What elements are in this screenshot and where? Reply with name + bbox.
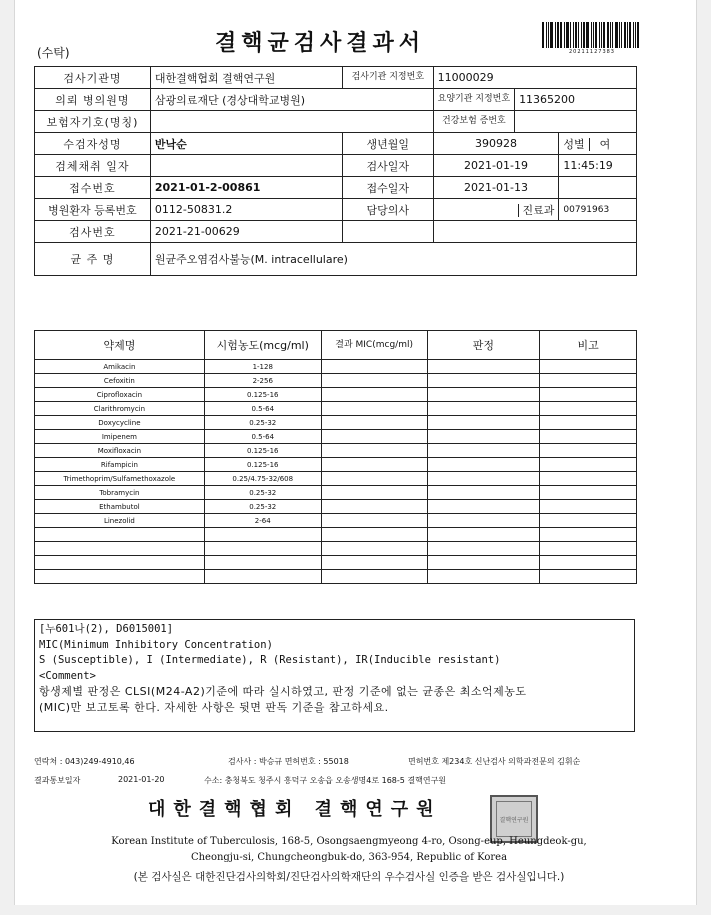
judgment-cell [427,416,540,430]
remark-cell [540,416,637,430]
remark-cell [540,458,637,472]
drug-range: 0.25/4.75-32/608 [204,472,321,486]
table-row-empty [35,570,637,584]
empty-cell [540,542,637,556]
remark-cell [540,444,637,458]
insurance-no [515,111,637,133]
organism-label: 균 주 명 [35,243,151,276]
empty-cell [35,542,205,556]
empty-cell [35,556,205,570]
judgment-cell [427,430,540,444]
drug-range: 0.125-16 [204,458,321,472]
lab-name: 대한결핵협회 결핵연구원 [150,67,342,89]
comment-box [34,619,635,732]
empty-cell [427,556,540,570]
address-english [34,834,664,866]
hospital-code: 11365200 [515,89,637,111]
collect-date [150,155,342,177]
empty-cell [427,542,540,556]
barcode-bar [578,22,579,48]
table-row [35,486,637,500]
remark-col-header: 비고 [540,331,637,360]
notice-date: 2021-01-20 [118,775,165,784]
table-row [35,374,637,388]
table-row-empty [35,556,637,570]
barcode-bar [615,22,618,48]
empty-cell [433,221,636,243]
info-row [35,89,637,111]
comment-code: [누601나(2), D6015001] [39,623,174,635]
table-row [35,388,637,402]
birth: 390928 [433,133,559,155]
report-title: 결핵균검사결과서 [215,30,426,56]
drug-col-header: 약제명 [35,331,205,360]
drug-range: 0.25-32 [204,486,321,500]
info-row [35,111,637,133]
insurance [150,111,433,133]
barcode-bar [566,22,569,48]
collect-date-label: 검체채취 일자 [35,155,151,177]
table-row [35,430,637,444]
drug-table-body [35,360,637,584]
barcode-bar [555,22,556,48]
drug-range: 2-64 [204,514,321,528]
drug-range: 1-128 [204,360,321,374]
birth-label: 생년월일 [342,133,433,155]
test-date-label: 검사일자 [342,155,433,177]
address-english-line-2: Cheongju-si, Chungcheongbuk-do, 363-954, Republic of Korea [190,852,508,863]
mic-cell [321,458,427,472]
remark-cell [540,472,637,486]
empty-cell [204,542,321,556]
barcode-bar [583,22,585,48]
lab-code-label: 검사기관 지정번호 [342,67,433,89]
organism: 원균주오염검사불능(M. intracellulare) [150,243,636,276]
empty-cell [321,542,427,556]
barcode-bar [603,22,605,48]
mic-cell [321,486,427,500]
barcode-bar [629,22,631,48]
remark-cell [540,514,637,528]
received-label: (수탁) [37,46,70,60]
remark-cell [540,402,637,416]
judgment-cell [427,458,540,472]
empty-cell [540,556,637,570]
receipt-date: 2021-01-13 [433,177,559,199]
barcode-bar [560,22,562,48]
info-row [35,67,637,89]
judgment-cell [427,444,540,458]
judgment-cell [427,500,540,514]
drug-range: 0.25-32 [204,500,321,514]
mic-cell [321,402,427,416]
barcode-bar [624,22,626,48]
empty-cell [35,528,205,542]
barcode-bar [621,22,622,48]
judgment-cell [427,388,540,402]
accession-label: 접수번호 [35,177,151,199]
drug-name: Moxifloxacin [35,444,205,458]
table-row-empty [35,528,637,542]
empty-cell [35,570,205,584]
dept: 00791963 [559,199,637,221]
info-row [35,243,637,276]
barcode-bar [593,22,594,48]
barcode-bar [591,22,592,48]
empty-cell [540,528,637,542]
table-row [35,416,637,430]
judgment-col-header: 판정 [427,331,540,360]
table-row [35,472,637,486]
range-col-header: 시험농도(mcg/ml) [204,331,321,360]
remark-cell [540,430,637,444]
drug-range: 0.125-16 [204,444,321,458]
mic-definition: MIC(Minimum Inhibitory Concentration) [39,638,273,651]
barcode-bar [637,22,639,48]
barcode-bar [573,22,574,48]
sex: 여 [599,137,611,151]
info-row [35,199,637,221]
barcode-bar [570,22,571,48]
drug-name: Imipenem [35,430,205,444]
inspector-info: 검사사 : 박승규 면허번호 : 55018 [228,757,349,766]
barcode [542,22,642,56]
barcode-bar [550,22,553,48]
mic-cell [321,430,427,444]
insurance-no-label: 건강보험 증번호 [433,111,514,133]
mic-cell [321,472,427,486]
test-no: 2021-21-00629 [150,221,342,243]
mic-cell [321,374,427,388]
patient-info-table [34,66,637,276]
remark-cell [540,500,637,514]
mic-cell [321,514,427,528]
barcode-bar [619,22,620,48]
sex-label: 성별 [563,138,589,151]
judgment-cell [427,472,540,486]
judgment-cell [427,514,540,528]
empty-cell [321,528,427,542]
drug-name: Ciprofloxacin [35,388,205,402]
drug-name: Ethambutol [35,500,205,514]
drug-range: 0.5-64 [204,402,321,416]
barcode-bar [546,22,547,48]
barcode-bar [581,22,582,48]
lab-code: 11000029 [433,67,636,89]
hospital-label: 의뢰 병의원명 [35,89,151,111]
accession-number: 2021-01-2-00861 [150,177,342,199]
barcode-bar [627,22,628,48]
drug-name: Doxycycline [35,416,205,430]
empty-cell [321,570,427,584]
barcode-bar [607,22,609,48]
mic-cell [321,360,427,374]
barcode-bar [601,22,602,48]
remark-cell [540,486,637,500]
table-row [35,514,637,528]
mic-cell [321,416,427,430]
barcode-bar [635,22,636,48]
barcode-bar [586,22,589,48]
empty-cell [204,570,321,584]
barcode-bars [542,22,642,48]
drug-table-header [35,331,637,360]
notice-date-label: 결과통보일자 [34,776,81,785]
empty-cell [540,570,637,584]
table-row [35,444,637,458]
patient-name: 반낙순 [150,133,342,155]
info-row [35,221,637,243]
mic-cell [321,444,427,458]
table-row [35,500,637,514]
address-english-line-1: Korean Institute of Tuberculosis, 168-5, Osongsaengmyeong 4-ro, Osong-eup, Heungdeok-gu, [111,836,587,847]
drug-name: Trimethoprim/Sulfamethoxazole [35,472,205,486]
contact-phone: 연락처 : 043)249-4910,46 [34,757,135,766]
hospital: 삼광의료재단 (경상대학교병원) [150,89,433,111]
barcode-bar [595,22,597,48]
drug-name: Tobramycin [35,486,205,500]
drug-name: Rifampicin [35,458,205,472]
empty-cell [342,221,433,243]
drug-susceptibility-table [34,330,637,584]
patient-name-label: 수검자성명 [35,133,151,155]
empty-cell [559,177,637,199]
barcode-bar [599,22,600,48]
mic-cell [321,500,427,514]
barcode-bar [610,22,611,48]
remark-cell [540,360,637,374]
drug-name: Cefoxitin [35,374,205,388]
test-no-label: 검사번호 [35,221,151,243]
info-row [35,177,637,199]
address-korean: 수소: 충청북도 청주시 흥덕구 오송읍 오송생명4로 168-5 결핵연구원 [204,776,447,785]
doctor-label: 담당의사 [342,199,433,221]
drug-name: Linezolid [35,514,205,528]
info-row [35,133,637,155]
hosp-patient-label: 병원환자 등록번호 [35,199,151,221]
lab-name-label: 검사기관명 [35,67,151,89]
seal-inner [496,801,532,837]
drug-name: Clarithromycin [35,402,205,416]
barcode-bar [612,22,613,48]
insurance-label: 보험자기호(명칭) [35,111,151,133]
drug-range: 0.5-64 [204,430,321,444]
receipt-date-label: 접수일자 [342,177,433,199]
susceptibility-legend: S (Susceptible), I (Intermediate), R (Resistant), IR(Inducible resistant) [39,654,501,666]
seal-text: 결핵연구원 [499,816,529,824]
drug-name: Amikacin [35,360,205,374]
barcode-bar [564,22,565,48]
barcode-bar [542,22,544,48]
table-row [35,458,637,472]
judgment-cell [427,402,540,416]
comment-text-2: (MIC)만 보고토록 한다. 자세한 사항은 뒷면 판독 기준을 참고하세요. [39,700,389,714]
comment-text-1: 항생제별 판정은 CLSI(M24-A2)기준에 따라 실시하였고, 판정 기준에 없는 균종은 최소억제농도 [39,685,527,698]
remark-cell [540,374,637,388]
barcode-bar [575,22,577,48]
judgment-cell [427,374,540,388]
barcode-bar [557,22,559,48]
drug-range: 0.25-32 [204,416,321,430]
empty-cell [204,528,321,542]
comment-label: <Comment> [39,669,96,682]
barcode-number: 20211127383 [569,49,615,55]
organization-name: 대한결핵협회 결핵연구원 [148,799,442,820]
table-row [35,402,637,416]
dept-label: 진료과 [518,204,555,217]
barcode-bar [633,22,634,48]
license-info: 면허번호 제234호 신난검사 의학과전문의 김휘순 [408,757,581,766]
judgment-cell [427,360,540,374]
certification-note: (본 검사실은 대한진단검사의학회/진단검사의학재단의 우수검사실 인증을 받은 검사실입니다.) [133,871,565,883]
test-date: 2021-01-19 [433,155,559,177]
drug-range: 2-256 [204,374,321,388]
mic-col-header: 결과 MIC(mcg/ml) [321,331,427,360]
drug-range: 0.125-16 [204,388,321,402]
empty-cell [427,528,540,542]
empty-cell [427,570,540,584]
sex-cell [559,133,637,155]
test-time: 11:45:19 [559,155,637,177]
judgment-cell [427,486,540,500]
table-row [35,360,637,374]
mic-cell [321,388,427,402]
info-row [35,155,637,177]
hosp-patient-number: 0112-50831.2 [150,199,342,221]
empty-cell [204,556,321,570]
remark-cell [540,388,637,402]
empty-cell [321,556,427,570]
table-row-empty [35,542,637,556]
hospital-code-label: 요양기관 지정번호 [433,89,514,111]
barcode-bar [548,22,549,48]
doctor-dept-cell [433,199,559,221]
